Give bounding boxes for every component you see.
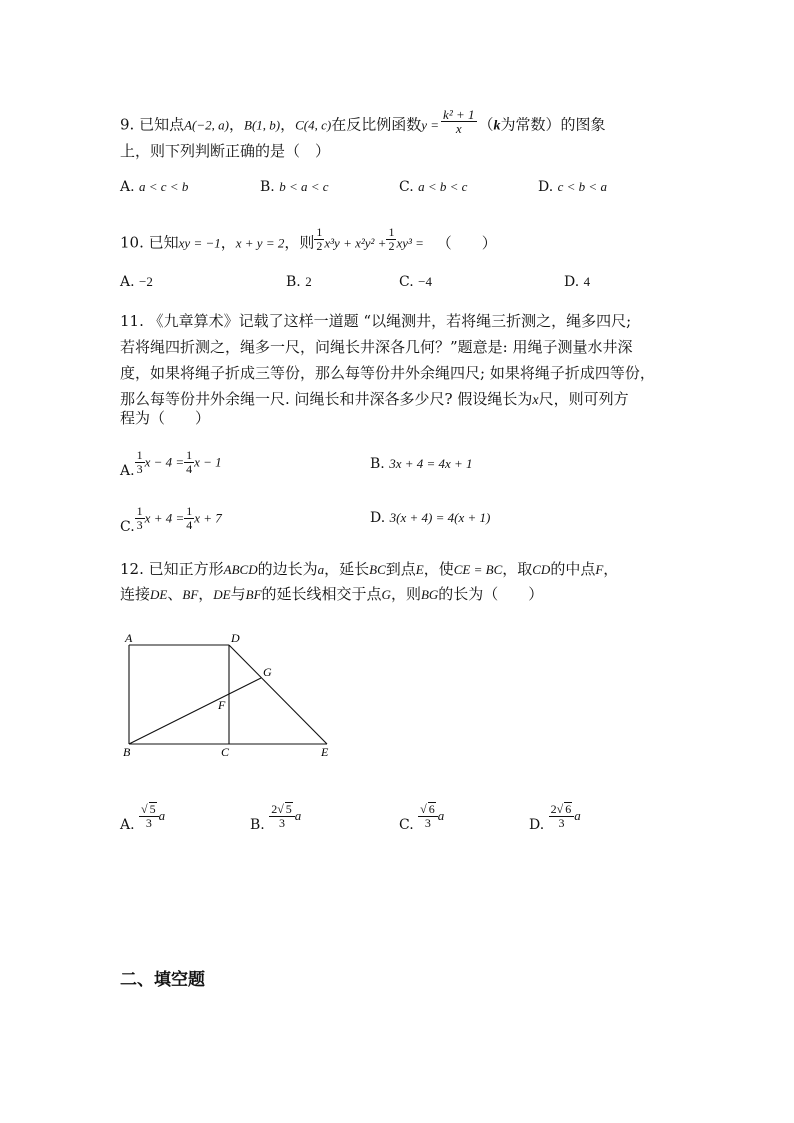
variable-x: x (532, 393, 539, 408)
segment-de (229, 645, 327, 744)
option-label: B. (286, 274, 301, 290)
var-bf: BF (182, 587, 199, 602)
option-expression: −2 (139, 274, 153, 289)
option-expression: x + 7 (194, 510, 222, 526)
fraction-denominator: 2 (388, 239, 395, 253)
question-text: 的中点 (550, 560, 596, 578)
q9-option-c[interactable] (399, 179, 467, 195)
question-text: ，取 (502, 560, 533, 578)
question-11-line-4 (120, 388, 629, 409)
question-text: ，则 (390, 585, 421, 603)
q11-option-b[interactable] (370, 456, 473, 472)
fraction-one-quarter (184, 449, 194, 476)
q9-option-a[interactable] (120, 179, 188, 195)
option-label: A. (120, 179, 135, 195)
q9-option-d[interactable] (538, 179, 607, 195)
radical-fraction: $\frac{√ 6}{3}$ (418, 802, 438, 830)
radical-fraction: $\frac{2√ 6}{3}$ (549, 802, 575, 830)
option-label: B. (260, 179, 275, 195)
question-text: 已知 (148, 233, 179, 252)
coefficient: 2 (271, 802, 278, 816)
option-label: C. (399, 274, 414, 290)
fraction-one-quarter (184, 505, 194, 532)
question-12-line-1 (120, 558, 618, 579)
label-d: D (231, 631, 240, 645)
option-expression: x − 4 = (144, 454, 185, 470)
question-text: 到点 (385, 560, 416, 578)
function-fraction (441, 108, 476, 135)
option-label: C. (399, 179, 414, 195)
label-b: B (123, 745, 131, 759)
question-9-line-1 (120, 107, 606, 139)
question-11-line-1 (120, 310, 631, 331)
fraction-denominator: 3 (558, 816, 565, 830)
fraction-denominator: x (455, 121, 462, 136)
question-number: 12. (120, 560, 144, 578)
radicand: 5 (149, 802, 156, 816)
answer-blank: （ ） (436, 233, 497, 252)
question-text: 已知点 (139, 115, 185, 134)
fraction-denominator: 2 (316, 239, 323, 253)
separator: ， (280, 115, 296, 134)
option-label: D. (529, 817, 545, 833)
half-fraction (314, 226, 324, 253)
q11-option-a[interactable] (120, 448, 222, 479)
q10-option-d[interactable] (564, 274, 590, 290)
point-b: B(1, b) (244, 117, 281, 133)
question-text: 为常数）的图象 (500, 115, 606, 134)
segment-bg (129, 678, 261, 744)
question-text: ， (198, 585, 214, 603)
question-12-line-2 (120, 583, 543, 604)
option-label: A. (120, 462, 135, 479)
fraction-numerator: k² + 1 (443, 107, 475, 122)
q11-option-d[interactable] (370, 510, 490, 526)
option-expression: 3(x + 4) = 4(x + 1) (389, 510, 491, 525)
fraction-numerator: 1 (136, 448, 143, 462)
point-c: C(4, c) (295, 117, 332, 133)
label-e: E (321, 745, 329, 759)
fraction-denominator: 3 (279, 816, 285, 830)
separator: ， (220, 233, 236, 252)
option-label: C. (399, 817, 414, 833)
option-expression: 2 (305, 274, 312, 289)
geometry-figure (115, 625, 345, 765)
fraction-one-third (135, 449, 145, 476)
q11-option-c[interactable] (120, 504, 222, 535)
option-expression: 3x + 4 = 4x + 1 (389, 456, 473, 471)
option-expression: c < b < a (557, 179, 607, 194)
radical-fraction: $\frac{√ 5}{3}$ (139, 802, 159, 830)
k-variable: k (493, 118, 501, 134)
q12-option-a[interactable] (120, 802, 166, 833)
var-de: DE (150, 587, 168, 602)
expression-term: x³y + x²y² + (324, 235, 387, 251)
question-text: 与 (230, 585, 246, 603)
radicand: 5 (285, 802, 292, 816)
fraction-numerator: 1 (136, 504, 143, 518)
question-text: 、 (167, 585, 183, 603)
option-expression: −4 (418, 274, 432, 289)
q9-option-b[interactable] (260, 179, 329, 195)
var-a: a (294, 808, 302, 823)
option-label: B. (370, 456, 385, 472)
var-de: DE (213, 587, 231, 602)
fraction-denominator: 3 (136, 518, 143, 532)
question-text: ，则 (284, 233, 315, 252)
fraction-denominator: 4 (186, 518, 193, 532)
var-g: G (381, 587, 391, 602)
radicand: 6 (565, 802, 572, 816)
question-text: 《九章算术》记载了这样一道题 “以绳测井，若将绳三折测之，绳多四尺; (148, 312, 632, 330)
label-f: F (218, 698, 226, 712)
question-9-line-2: 上，则下列判断正确的是（ ） (120, 142, 331, 160)
q10-option-a[interactable] (120, 274, 153, 290)
fraction-numerator: 1 (388, 225, 395, 239)
var-a: a (158, 808, 166, 823)
var-a: a (437, 808, 445, 823)
question-11-line-5: 程为（ ） (120, 409, 211, 427)
var-bg: BG (420, 587, 439, 602)
fraction-numerator: 1 (186, 504, 193, 518)
radicand: 6 (428, 802, 435, 816)
section-heading: 二、填空题 (120, 970, 205, 990)
fraction-denominator: 4 (186, 462, 193, 476)
question-10-line (120, 225, 497, 257)
question-number: 11. (120, 312, 144, 330)
var-a: a (317, 562, 325, 577)
var-bf: BF (245, 587, 262, 602)
expression-term: xy³ = (396, 235, 424, 251)
option-label: A. (120, 274, 135, 290)
condition-1: xy = −1 (178, 235, 221, 251)
option-expression: x + 4 = (144, 510, 185, 526)
question-11-line-2: 若将绳四折测之，绳多一尺，问绳长井深各几何？”题意是: 用绳子测量水井深 (120, 338, 633, 356)
option-label: D. (538, 179, 554, 195)
fraction-numerator: 1 (186, 448, 193, 462)
var-bc: BC (369, 562, 386, 577)
condition-2: x + y = 2 (235, 235, 285, 251)
question-text: 的延长线相交于点 (261, 585, 382, 603)
label-g: G (263, 665, 272, 679)
question-number: 9. (120, 115, 135, 134)
question-text: （ (478, 115, 494, 134)
function-lhs: y = (421, 117, 440, 133)
question-text: 的长为（ ） (438, 585, 544, 603)
fraction-denominator: 3 (424, 816, 431, 830)
q12-option-d[interactable] (529, 802, 581, 833)
q10-option-c[interactable] (399, 274, 432, 290)
question-text: ， (603, 560, 619, 578)
question-text: 在反比例函数 (331, 115, 422, 134)
option-label: B. (250, 817, 265, 833)
question-text: ，延长 (324, 560, 370, 578)
var-f: F (595, 562, 604, 577)
question-11-line-3: 度，如果将绳子折成三等份，那么每等份井外余绳四尺; 如果将绳子折成四等份， (120, 364, 655, 382)
question-number: 10. (120, 233, 144, 252)
question-text: 的边长为 (257, 560, 318, 578)
question-text: 连接 (120, 585, 151, 603)
question-text: 尺，则可列方 (538, 390, 629, 408)
option-expression: a < c < b (139, 179, 189, 194)
option-label: D. (370, 510, 386, 526)
option-label: D. (564, 274, 580, 290)
question-text: 已知正方形 (148, 560, 224, 578)
option-expression: a < b < c (418, 179, 468, 194)
label-a: A (125, 631, 133, 645)
q12-option-b[interactable] (250, 802, 302, 833)
option-expression: x − 1 (194, 454, 222, 470)
option-expression: 4 (583, 274, 591, 289)
question-text: 那么每等份井外余绳一尺. 问绳长和井深各多少尺? 假设绳长为 (120, 390, 533, 408)
var-a: a (574, 808, 581, 823)
option-expression: b < a < c (279, 179, 329, 194)
option-label: A. (120, 817, 135, 833)
q12-option-c[interactable] (399, 802, 445, 833)
var-e: E (415, 562, 424, 577)
option-label: C. (120, 518, 135, 535)
radical-fraction: $\frac{2√ 5}{3}$ (269, 802, 295, 830)
fraction-denominator: 3 (145, 816, 152, 830)
fraction-one-third (135, 505, 145, 532)
fraction-numerator: 1 (316, 225, 323, 239)
question-text: ，使 (423, 560, 454, 578)
var-abcd: ABCD (223, 562, 258, 577)
half-fraction (386, 226, 396, 253)
coefficient: 2 (550, 802, 557, 816)
point-a: A(−2, a) (184, 117, 229, 133)
var-cd: CD (532, 562, 551, 577)
q10-option-b[interactable] (286, 274, 312, 290)
fraction-denominator: 3 (136, 462, 143, 476)
var-ce-bc: CE = BC (453, 562, 503, 577)
label-c: C (221, 745, 230, 759)
separator: ， (228, 115, 244, 134)
